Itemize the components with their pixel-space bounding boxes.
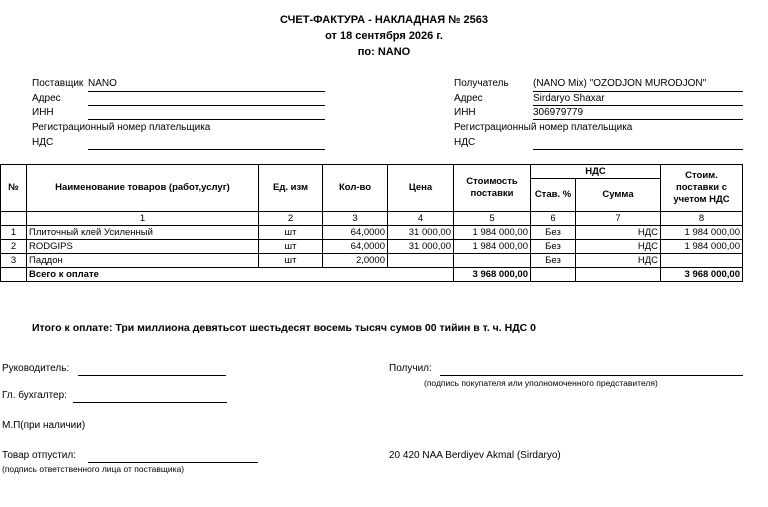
supplier-nds-line bbox=[88, 137, 325, 150]
director-signature-line bbox=[78, 363, 226, 376]
row-num: 1 bbox=[1, 226, 27, 240]
table-row bbox=[1, 254, 743, 268]
total-cost: 3 968 000,00 bbox=[454, 268, 531, 282]
accountant-label: Гл. бухгалтер: bbox=[2, 390, 67, 401]
recipient-label: Получатель bbox=[454, 78, 509, 89]
table-total-row bbox=[1, 268, 743, 282]
table-row bbox=[1, 226, 743, 240]
supplier-inn-label: ИНН bbox=[32, 107, 54, 118]
supplier-address-line bbox=[88, 93, 325, 106]
recipient-address-value: Sirdaryo Shaxar bbox=[533, 93, 605, 104]
col-qty-header: Кол-во bbox=[323, 165, 388, 212]
row-unit: шт bbox=[259, 254, 323, 268]
col-vat-sum-header: Сумма bbox=[576, 179, 661, 212]
recipient-inn-line bbox=[533, 107, 743, 120]
col-price-header: Цена bbox=[388, 165, 454, 212]
supplier-nds-label: НДС bbox=[32, 137, 54, 148]
row-cost: 1 984 000,00 bbox=[454, 240, 531, 254]
row-cost: 1 984 000,00 bbox=[454, 226, 531, 240]
col-vat-header: НДС bbox=[531, 165, 661, 179]
col-name-header: Наименование товаров (работ,услуг) bbox=[27, 165, 259, 212]
row-price: 31 000,00 bbox=[388, 240, 454, 254]
payment-summary: Итого к оплате: Три миллиона девятьсот шестьдесят восемь тысяч сумов 00 тийин в т. ч. НДС 0 bbox=[32, 322, 537, 334]
recipient-nds-line bbox=[533, 137, 743, 150]
row-total: 1 984 000,00 bbox=[661, 240, 743, 254]
supplier-address-label: Адрес bbox=[32, 93, 61, 104]
recipient-inn-value: 306979779 bbox=[533, 107, 584, 118]
row-cost bbox=[454, 254, 531, 268]
table-row bbox=[1, 240, 743, 254]
col-number: 2 bbox=[259, 212, 323, 226]
col-number: 6 bbox=[531, 212, 576, 226]
received-label: Получил: bbox=[389, 363, 432, 374]
row-vat-sum: НДС bbox=[576, 226, 661, 240]
accountant-signature-line bbox=[73, 390, 227, 403]
col-number: 5 bbox=[454, 212, 531, 226]
row-vat-sum: НДС bbox=[576, 240, 661, 254]
invoice-contract: по: NANO bbox=[357, 46, 411, 58]
col-number: 8 bbox=[661, 212, 743, 226]
row-price: 31 000,00 bbox=[388, 226, 454, 240]
recipient-address-label: Адрес bbox=[454, 93, 483, 104]
recipient-value: (NANO Mix) "OZODJON MURODJON" bbox=[533, 78, 707, 89]
row-qty: 64,0000 bbox=[323, 226, 388, 240]
row-vat-rate: Без bbox=[531, 226, 576, 240]
row-num: 3 bbox=[1, 254, 27, 268]
col-total-header: Стоим. поставки с учетом НДС bbox=[661, 165, 743, 212]
invoice-table bbox=[0, 164, 743, 282]
row-num: 2 bbox=[1, 240, 27, 254]
total-with-vat: 3 968 000,00 bbox=[661, 268, 743, 282]
director-label: Руководитель: bbox=[2, 363, 70, 374]
row-qty: 2,0000 bbox=[323, 254, 388, 268]
stamp-label: М.П(при наличии) bbox=[2, 420, 86, 431]
total-label: Всего к оплате bbox=[27, 268, 454, 282]
row-unit: шт bbox=[259, 240, 323, 254]
row-name: Плиточный клей Усиленный bbox=[27, 226, 259, 240]
col-unit-header: Ед. изм bbox=[259, 165, 323, 212]
recipient-nds-label: НДС bbox=[454, 137, 476, 148]
driver-info: 20 420 NAA Berdiyev Akmal (Sirdaryo) bbox=[389, 450, 561, 461]
row-vat-sum: НДС bbox=[576, 254, 661, 268]
supplier-label: Поставщик bbox=[32, 78, 84, 89]
received-note: (подпись покупателя или уполномоченного представителя) bbox=[424, 378, 658, 388]
row-name: Паддон bbox=[27, 254, 259, 268]
col-vat-rate-header: Став. % bbox=[531, 179, 576, 212]
row-qty: 64,0000 bbox=[323, 240, 388, 254]
recipient-value-line bbox=[533, 78, 743, 92]
recipient-address-line bbox=[533, 93, 743, 106]
row-unit: шт bbox=[259, 226, 323, 240]
row-vat-rate: Без bbox=[531, 240, 576, 254]
released-signature-line bbox=[88, 450, 258, 463]
col-number: 7 bbox=[576, 212, 661, 226]
invoice-date: от 18 сентября 2026 г. bbox=[325, 30, 443, 42]
supplier-value: NANO bbox=[88, 78, 117, 89]
supplier-reg-label: Регистрационный номер плательщика bbox=[32, 122, 211, 133]
col-cost-header: Стоимость поставки bbox=[454, 165, 531, 212]
recipient-inn-label: ИНН bbox=[454, 107, 476, 118]
released-note: (подпись ответственного лица от поставщика) bbox=[2, 464, 185, 474]
released-label: Товар отпустил: bbox=[2, 450, 76, 461]
supplier-value-line bbox=[88, 78, 325, 92]
row-price bbox=[388, 254, 454, 268]
col-number: 3 bbox=[323, 212, 388, 226]
row-total: 1 984 000,00 bbox=[661, 226, 743, 240]
col-number: 4 bbox=[388, 212, 454, 226]
col-number: 1 bbox=[27, 212, 259, 226]
col-num-header: № bbox=[1, 165, 27, 212]
row-name: RODGIPS bbox=[27, 240, 259, 254]
row-vat-rate: Без bbox=[531, 254, 576, 268]
row-total bbox=[661, 254, 743, 268]
invoice-title: СЧЕТ-ФАКТУРА - НАКЛАДНАЯ № 2563 bbox=[280, 14, 488, 26]
recipient-reg-label: Регистрационный номер плательщика bbox=[454, 122, 633, 133]
supplier-inn-line bbox=[88, 107, 325, 120]
received-signature-line bbox=[440, 363, 743, 376]
